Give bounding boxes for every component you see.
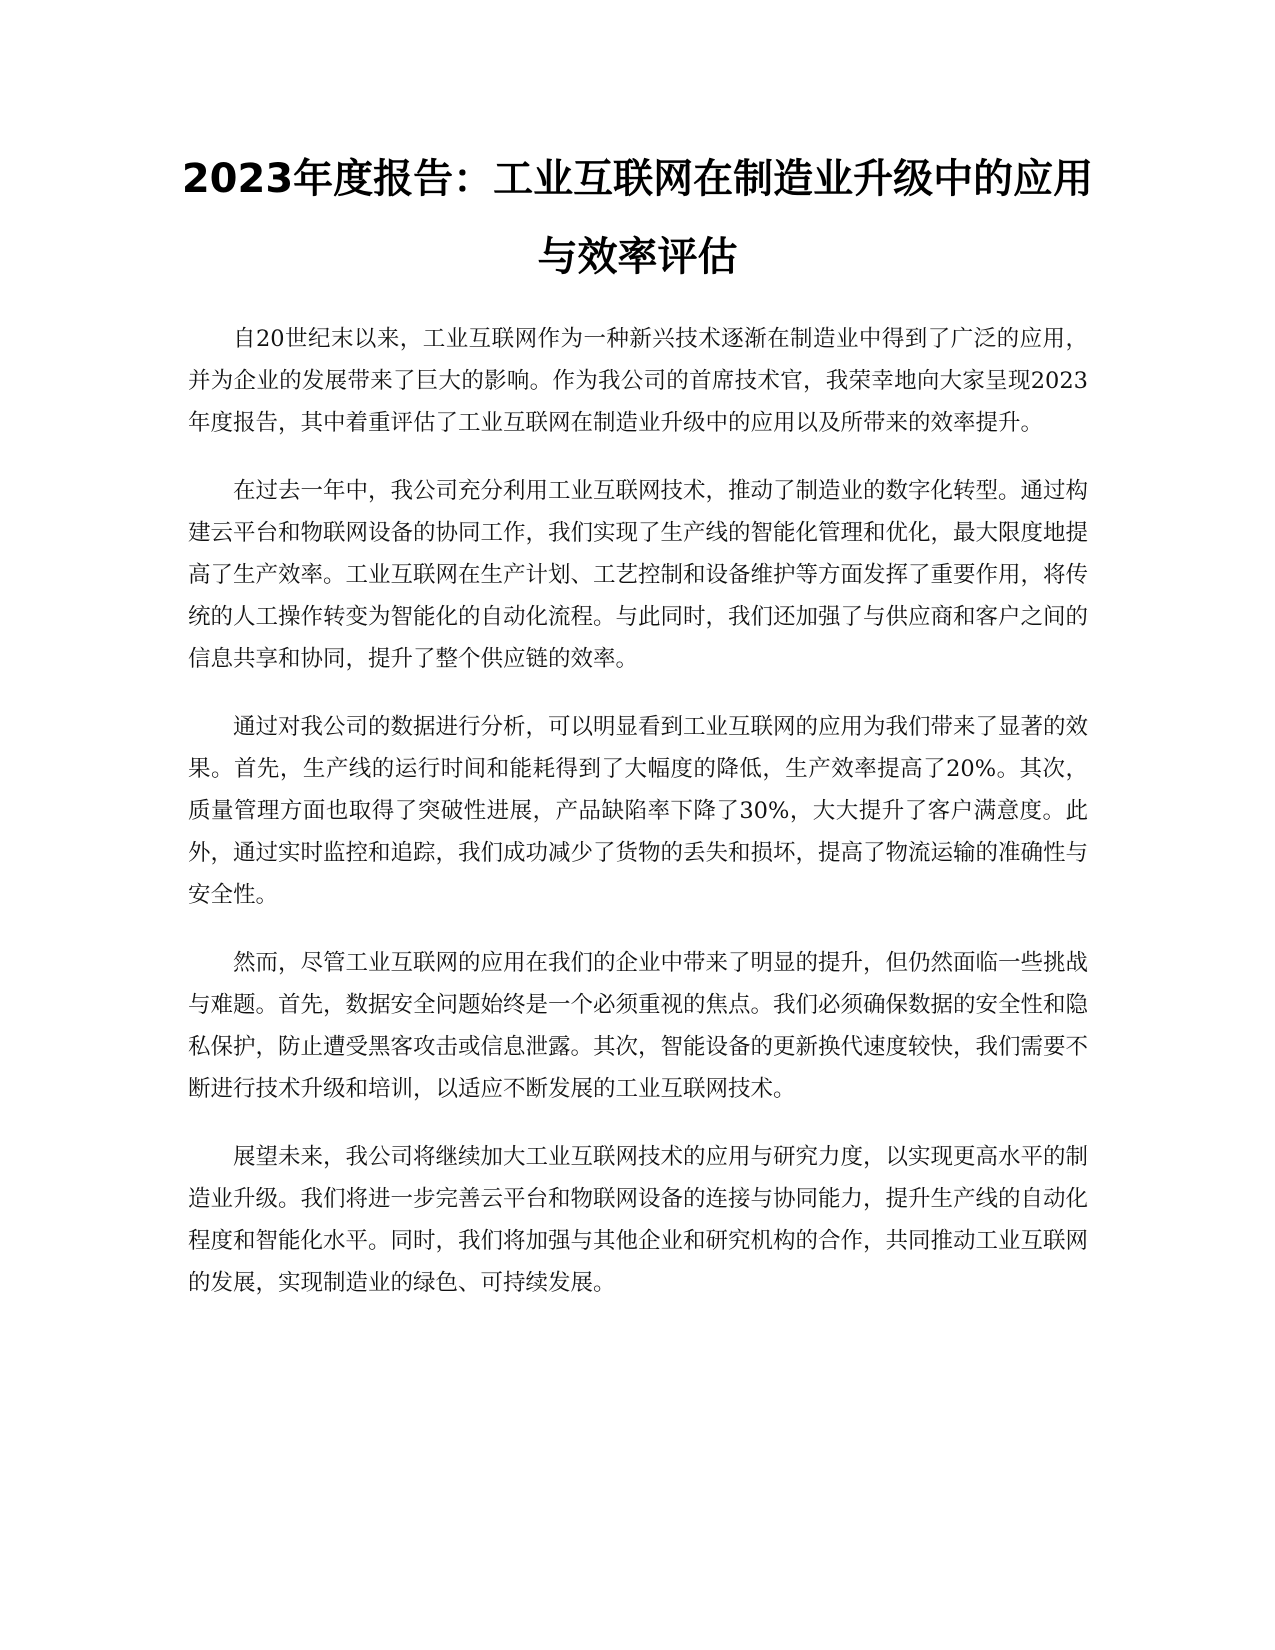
paragraph-1: 自20世纪末以来，工业互联网作为一种新兴技术逐渐在制造业中得到了广泛的应用，并为企业的发展带来了巨大的影响。作为我公司的首席技术官，我荣幸地向大家呈现2023年度报告，其中着重评估了工业互联网在制造业升级中的应用以及所带来的效率提升。 bbox=[188, 326, 1088, 436]
paragraph-2: 在过去一年中，我公司充分利用工业互联网技术，推动了制造业的数字化转型。通过构建云平台和物联网设备的协同工作，我们实现了生产线的智能化管理和优化，最大限度地提高了生产效率。工业互联网在生产计划、工艺控制和设备维护等方面发挥了重要作用，将传统的人工操作转变为智能化的自动化流程。与此同时，我们还加强了与供应商和客户之间的信息共享和协同，提升了整个供应链的效率。 bbox=[188, 478, 1089, 672]
document-body bbox=[188, 318, 1088, 1330]
document-title: 2023年度报告：工业互联网在制造业升级中的应用与效率评估 bbox=[181, 156, 1094, 280]
paragraph-5: 展望未来，我公司将继续加大工业互联网技术的应用与研究力度，以实现更高水平的制造业升级。我们将进一步完善云平台和物联网设备的连接与协同能力，提升生产线的自动化程度和智能化水平。同时，我们将加强与其他企业和研究机构的合作，共同推动工业互联网的发展，实现制造业的绿色、可持续发展。 bbox=[188, 1144, 1089, 1296]
paragraph-4: 然而，尽管工业互联网的应用在我们的企业中带来了明显的提升，但仍然面临一些挑战与难题。首先，数据安全问题始终是一个必须重视的焦点。我们必须确保数据的安全性和隐私保护，防止遭受黑客攻击或信息泄露。其次，智能设备的更新换代速度较快，我们需要不断进行技术升级和培训，以适应不断发展的工业互联网技术。 bbox=[188, 950, 1089, 1102]
paragraph-3: 通过对我公司的数据进行分析，可以明显看到工业互联网的应用为我们带来了显著的效果。首先，生产线的运行时间和能耗得到了大幅度的降低，生产效率提高了20%。其次，质量管理方面也取得了突破性进展，产品缺陷率下降了30%，大大提升了客户满意度。此外，通过实时监控和追踪，我们成功减少了货物的丢失和损坏，提高了物流运输的准确性与安全性。 bbox=[188, 714, 1089, 908]
